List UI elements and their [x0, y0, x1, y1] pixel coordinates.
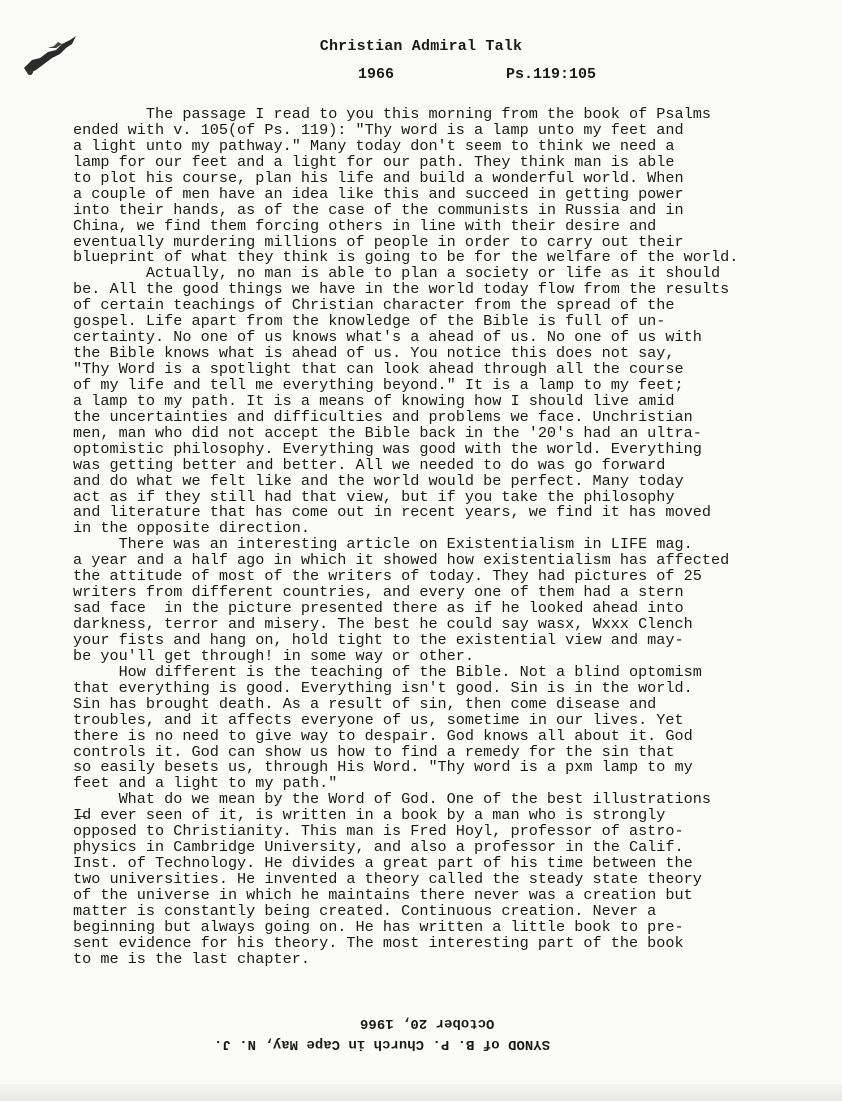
text-line: matter is constantly being created. Continuous creation. Never a: [73, 901, 657, 920]
text-line: opposed to Christianity. This man is Fred Hoyl, professor of astro-: [73, 822, 684, 841]
text-line: beginning but always going on. He has written a little book to pre-: [73, 917, 684, 936]
text-line: Inst. of Technology. He divides a great part of his time between the: [73, 854, 693, 873]
text-line: feet and a light to my path.": [73, 774, 338, 793]
text-line: a lamp to my path. It is a means of knowing how I should live amid: [73, 391, 675, 410]
text-line: What do we mean by the Word of God. One of the best illustrations: [73, 790, 711, 809]
stamp-date: October 20, 1966: [360, 1015, 495, 1031]
text-line: ended with v. 105(of Ps. 119): "Thy word is a lamp unto my feet and: [73, 120, 684, 139]
text-line: "Thy Word is a spotlight that can look ahead through all the course: [73, 360, 684, 378]
text-line: a couple of men have an idea like this and succeed in getting power: [73, 184, 684, 203]
text-line: writers from different countries, and every one of them had a stern: [73, 583, 684, 602]
text-line: be you'll get through! in some way or other.: [73, 646, 475, 665]
page-bottom-edge: [0, 1084, 842, 1101]
text-line: I̶d ever seen of it, is written in a book by a man who is strongly: [73, 806, 666, 825]
text-line: and do what we felt like and the world would be perfect. Many today: [73, 471, 684, 490]
text-line: in the opposite direction.: [73, 519, 310, 538]
text-line: men, man who did not accept the Bible back in the '20's had an ultra-: [73, 423, 702, 442]
text-line: optomistic philosophy. Everything was good with the world. Everything: [73, 439, 702, 458]
text-line: gospel. Life apart from the knowledge of the Bible is full of un-: [73, 312, 666, 331]
text-line: certainty. No one of us knows what's a ahead of us. No one of us with: [73, 328, 702, 347]
text-line: lamp for our feet and a light for our path. They think man is able: [73, 152, 675, 171]
text-line: be. All the good things we have in the world today flow from the results: [73, 280, 730, 299]
text-line: there is no need to give way to despair. God knows all about it. God: [73, 726, 693, 745]
text-line: the Bible knows what is ahead of us. You notice this does not say,: [73, 344, 675, 363]
document-year: 1966: [358, 66, 395, 83]
text-line: China, we find them forcing others in line with their desire and: [73, 216, 657, 235]
text-line: to me is the last chapter.: [73, 949, 310, 968]
text-line: your fists and hang on, hold tight to the existential view and may-: [73, 630, 684, 649]
text-line: How different is the teaching of the Bible. Not a blind optomism: [73, 662, 702, 681]
text-line: controls it. God can show us how to find a remedy for the sin that: [73, 742, 675, 761]
text-line: so easily besets us, through His Word. "Thy word is a pxm lamp to my: [73, 758, 693, 777]
text-line: the attitude of most of the writers of today. They had pictures of 25: [73, 567, 702, 586]
text-line: troubles, and it affects everyone of us, sometime in our lives. Yet: [73, 710, 684, 729]
text-line: darkness, terror and misery. The best he could say wasx, Wxxx Clench: [73, 615, 693, 633]
document-title: Christian Admiral Talk: [319, 38, 523, 55]
text-line: There was an interesting article on Existentialism in LIFE mag.: [73, 535, 693, 554]
text-line: eventually murdering millions of people in order to carry out their: [73, 232, 684, 251]
scripture-reference: Ps.119:105: [506, 66, 597, 83]
text-line: a light unto my pathway." Many today don't seem to think we need a: [73, 136, 675, 155]
text-line: was getting better and better. All we needed to do was go forward: [73, 455, 666, 474]
text-line: sent evidence for his theory. The most interesting part of the book: [73, 933, 684, 952]
text-line: act as if they still had that view, but if you take the philosophy: [73, 487, 675, 506]
text-line: physics in Cambridge University, and also a professor in the Calif.: [73, 838, 684, 857]
text-line: Sin has brought death. As a result of sin, then come disease and: [73, 694, 657, 713]
text-line: the uncertainties and difficulties and problems we face. Unchristian: [73, 407, 693, 426]
stamp-synod: SYNOD of B. P. Church in Cape May, N. J.: [214, 1036, 551, 1052]
text-line: of the universe in which he maintains there never was a creation but: [73, 885, 693, 904]
text-line: of my life and tell me everything beyond." It is a lamp to my feet;: [73, 375, 684, 394]
text-line: Actually, no man is able to plan a society or life as it should: [73, 264, 721, 283]
text-line: a year and a half ago in which it showed how existentialism has affected: [73, 551, 730, 570]
text-line: and literature that has come out in recent years, we find it has moved: [73, 503, 711, 522]
text-line: of certain teachings of Christian character from the spread of the: [73, 296, 675, 315]
text-line: that everything is good. Everything isn't good. Sin is in the world.: [73, 678, 693, 697]
text-line: blueprint of what they think is going to be for the welfare of the world.: [73, 248, 739, 267]
text-line: two universities. He invented a theory called the steady state theory: [73, 870, 702, 888]
sermon-body: [73, 107, 833, 968]
text-line: The passage I read to you this morning from the book of Psalms: [73, 105, 711, 123]
text-line: sad face in the picture presented there as if he looked ahead into: [73, 599, 684, 618]
text-line: into their hands, as of the case of the communists in Russia and in: [73, 200, 684, 219]
text-line: to plot his course, plan his life and build a wonderful world. When: [73, 168, 684, 187]
